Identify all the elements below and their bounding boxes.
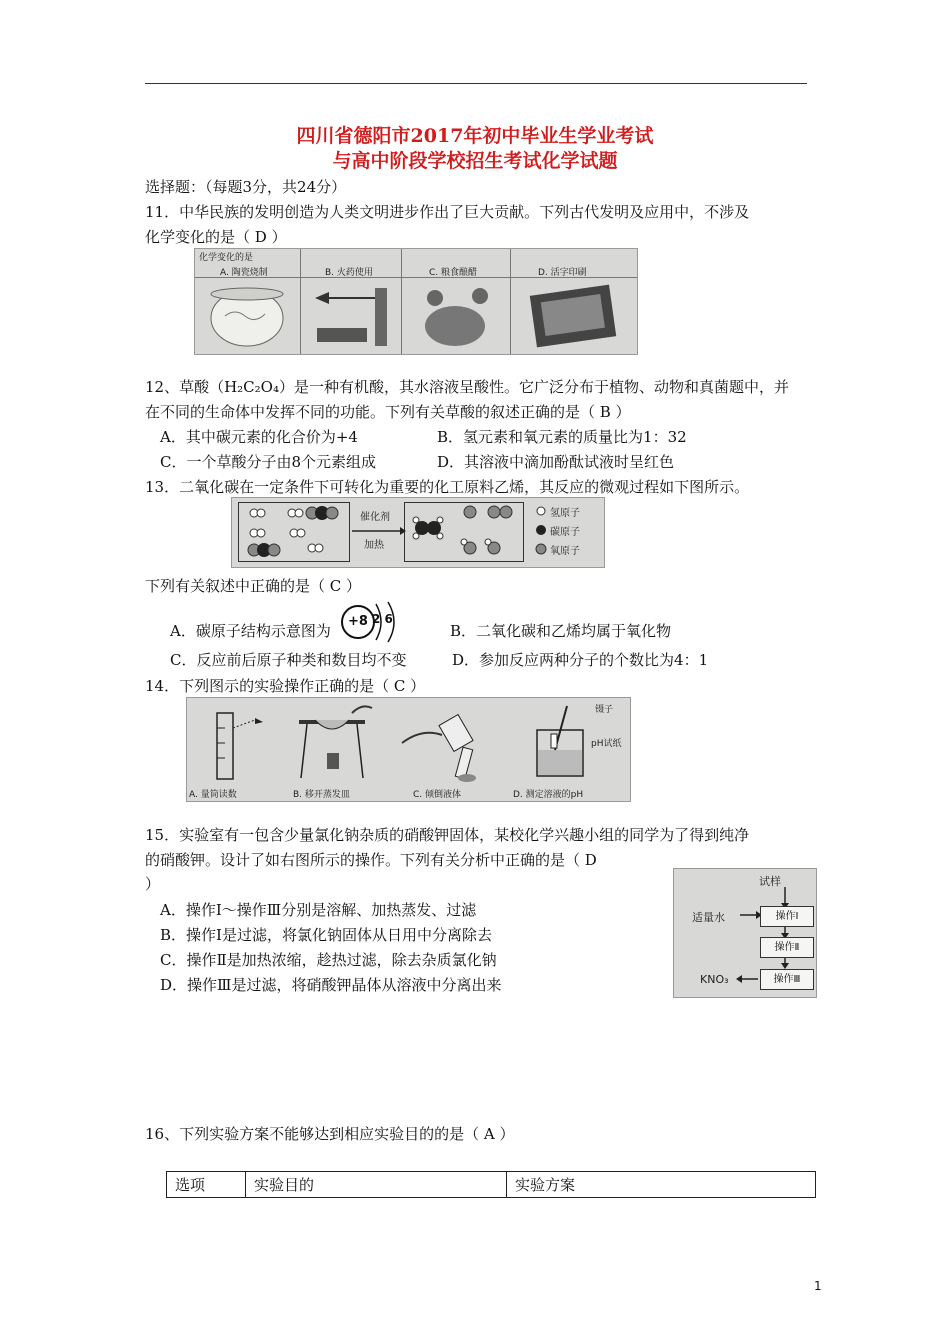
q13-option-c: C．反应前后原子种类和数目均不变: [170, 651, 407, 669]
q13-option-d: D．参加反应两种分子的个数比为4：1: [452, 651, 709, 669]
q15-option-d: D．操作Ⅲ是过滤，将硝酸钾晶体从溶液中分离出来: [160, 976, 502, 994]
q14-illustrations: [187, 698, 630, 784]
q13-stem-line2: 下列有关叙述中正确的是（ C ）: [145, 577, 362, 595]
q14-caption-b: B. 移开蒸发皿: [293, 790, 350, 800]
q16-stem: 16、下列实验方案不能够达到相应实验目的的是（ A ）: [145, 1125, 515, 1143]
table-header-option: 选项: [167, 1172, 246, 1198]
header-rule: [145, 83, 807, 84]
q13-molecules: [232, 498, 604, 567]
q13-reaction-figure: [231, 497, 605, 568]
q12-option-a: A．其中碳元素的化合价为+4: [160, 428, 358, 446]
legend-carbon: 碳原子: [550, 527, 580, 538]
q11-option-c: C. 粮食酿醋: [429, 268, 478, 278]
q11-option-a: A. 陶瓷烧制: [220, 268, 268, 278]
q12-option-d: D．其溶液中滴加酚酞试液时呈红色: [437, 453, 675, 471]
q11-option-b: B. 火药使用: [325, 268, 373, 278]
q15-stem-line1: 15．实验室有一包含少量氯化钠杂质的硝酸钾固体，某校化学兴趣小组的同学为了得到纯净: [145, 826, 750, 844]
q12-option-c: C．一个草酸分子由8个元素组成: [160, 453, 377, 471]
q14-caption-c: C. 倾倒液体: [413, 790, 462, 800]
q11-stem-line2: 化学变化的是（ D ）: [145, 228, 287, 246]
q12-option-b: B．氢元素和氧元素的质量比为1：32: [437, 428, 687, 446]
flow-op2: 操作Ⅱ: [760, 937, 814, 958]
flow-product-label: KNO₃: [700, 973, 729, 986]
page-title-line2: 与高中阶段学校招生考试化学试题: [332, 150, 618, 172]
q11-option-d: D. 活字印刷: [538, 268, 587, 278]
q14-label-tweezers: 镊子: [595, 705, 614, 715]
flow-op3: 操作Ⅲ: [760, 969, 814, 990]
q11-figure: [194, 248, 638, 355]
page-number: 1: [814, 1279, 822, 1293]
flow-water-label: 适量水: [692, 911, 725, 924]
q13-option-b: B．二氧化碳和乙烯均属于氧化物: [450, 622, 672, 640]
q15-stem-line2: 的硝酸钾。设计了如右图所示的操作。下列有关分析中正确的是（ D: [145, 851, 597, 869]
section-heading: 选择题：（每题3分，共24分）: [145, 178, 347, 196]
q14-label-ph-paper: pH试纸: [591, 739, 622, 749]
q15-option-c: C．操作Ⅱ是加热浓缩，趁热过滤，除去杂质氯化钠: [160, 951, 497, 969]
q13-catalyst-label: 催化剂: [360, 512, 390, 523]
legend-hydrogen: 氢原子: [550, 508, 580, 519]
q15-stem-line3: ）: [145, 875, 161, 893]
q15-option-a: A．操作Ⅰ～操作Ⅲ分别是溶解、加热蒸发、过滤: [160, 901, 477, 919]
q11-illustrations: [195, 278, 637, 354]
table-header-scheme: 实验方案: [507, 1172, 816, 1198]
q14-stem: 14．下列图示的实验操作正确的是（ C ）: [145, 677, 426, 695]
q13-stem-line1: 13．二氧化碳在一定条件下可转化为重要的化工原料乙烯，其反应的微观过程如下图所示。: [145, 478, 750, 496]
q11-stem-line1: 11．中华民族的发明创造为人类文明进步作出了巨大贡献。下列古代发明及应用中，不涉及: [145, 203, 750, 221]
q14-caption-d: D. 测定溶液的pH: [513, 790, 584, 800]
q14-caption-a: A. 量筒读数: [189, 790, 237, 800]
atom-shell-electrons: 2 6: [372, 612, 393, 626]
q13-heat-label: 加热: [364, 540, 384, 551]
q11-figure-header: 化学变化的是: [199, 253, 254, 263]
flow-op1: 操作Ⅰ: [760, 906, 814, 927]
flow-sample-label: 试样: [759, 875, 781, 888]
q13-option-a: A．碳原子结构示意图为: [170, 622, 331, 640]
q12-stem-line2: 在不同的生命体中发挥不同的功能。下列有关草酸的叙述正确的是（ B ）: [145, 403, 631, 421]
table-header-row: [167, 1172, 816, 1198]
table-header-purpose: 实验目的: [246, 1172, 507, 1198]
q16-table: [166, 1171, 816, 1198]
legend-oxygen: 氧原子: [550, 546, 580, 557]
page-title-line1: 四川省德阳市2017年初中毕业生学业考试: [296, 125, 654, 147]
atom-nucleus: +8: [341, 605, 375, 639]
q14-figure: [186, 697, 631, 802]
q15-flowchart: [673, 868, 817, 998]
q15-option-b: B．操作Ⅰ是过滤，将氯化钠固体从日用中分离除去: [160, 926, 492, 944]
q12-stem-line1: 12、草酸（H₂C₂O₄）是一种有机酸，其水溶液呈酸性。它广泛分布于植物、动物和真菌题中，并: [145, 378, 789, 396]
